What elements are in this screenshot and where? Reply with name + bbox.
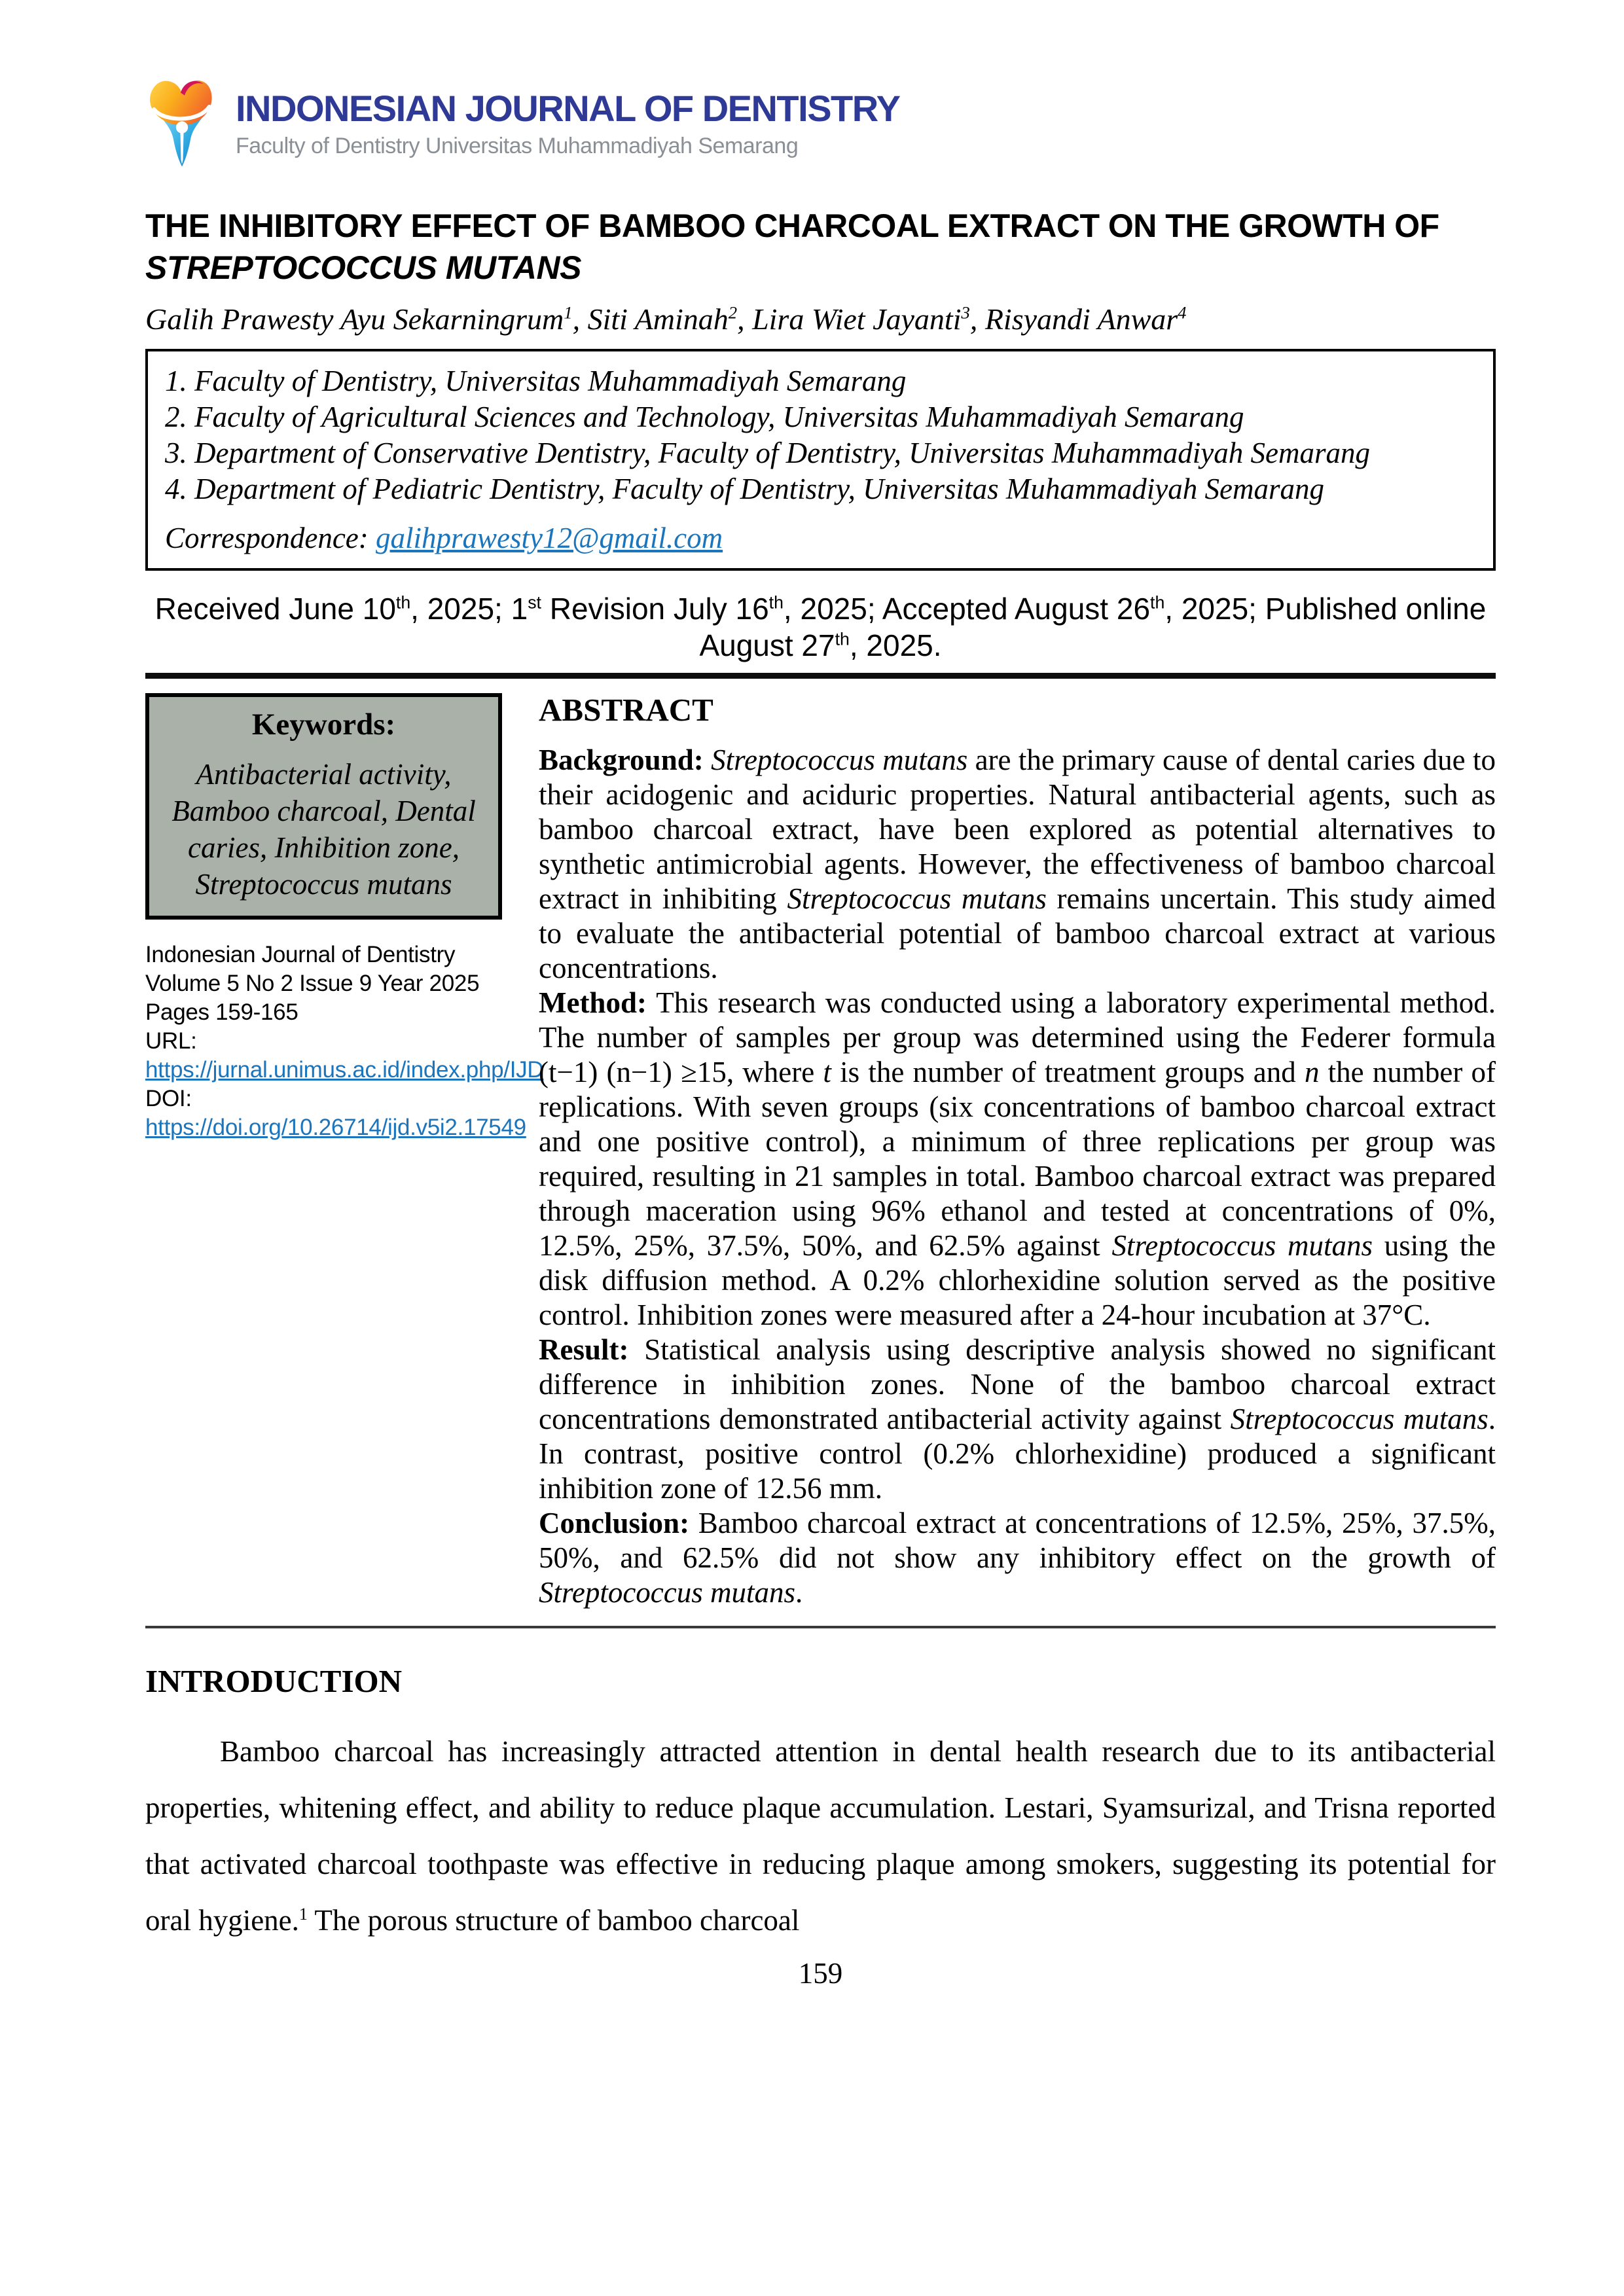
introduction-paragraph: Bamboo charcoal has increasingly attracted attention in dental health research due to its antibacterial properties, whitening effect, and ability to reduce plaque accumulation. Lestari, Syamsurizal, and Trisna reported that activated charcoal toothpaste was effective in reducing plaque among smokers, suggesting its potential for oral hygiene.$^1$ The porous structure of bamboo charcoal [145, 1735, 1496, 1937]
abstract-section [145, 693, 1496, 1610]
affiliation-item: 1. Faculty of Dentistry, Universitas Muhammadiyah Semarang [165, 365, 907, 397]
received-dates [145, 590, 1496, 664]
page-number: 159 [798, 1957, 843, 1990]
affiliations-box [145, 349, 1496, 571]
journal-info-doi-line [145, 1085, 526, 1142]
affiliation-item: 4. Department of Pediatric Dentistry, Faculty of Dentistry, Universitas Muhammadiyah Semarang [165, 473, 1325, 505]
article-title [145, 205, 1496, 289]
journal-name: INDONESIAN JOURNAL OF DENTISTRY [236, 88, 900, 130]
keywords-box [145, 693, 502, 920]
journal-subtitle: Faculty of Dentistry Universitas Muhammadiyah Semarang [236, 133, 799, 158]
keywords-heading: Keywords: [251, 708, 396, 742]
journal-info-url-line [145, 1027, 544, 1085]
journal-info-name: Indonesian Journal of Dentistry [145, 942, 456, 967]
tooth-pen-logo-icon [145, 76, 219, 173]
masthead-text [236, 90, 899, 159]
abstract-background-paragraph: Background: Streptococcus mutans are the primary cause of dental caries due to their acidogenic and aciduric properties. Natural antibacterial agents, such as bamboo charcoal extract, have been explored as potential alternatives to synthetic antimicrobial agents. However, the effectiveness of bamboo charcoal extract in inhibiting Streptococcus mutans remains uncertain. This study aimed to evaluate the antibacterial potential of bamboo charcoal extract at various concentrations. [539, 744, 1496, 984]
doi-label: DOI: [145, 1086, 192, 1111]
left-column [145, 693, 544, 1610]
correspondence-line [165, 520, 1476, 556]
header-rule [145, 673, 1496, 679]
authors-line: Galih Prawesty Ayu Sekarningrum$^1$, Siti Aminah$^2$, Lira Wiet Jayanti$^3$, Risyandi Anwar$^4$ [145, 302, 1187, 336]
received-line: Received June 10th, 2025; 1st Revision July 16th, 2025; Accepted August 26th, 2025; Published online [154, 592, 1487, 626]
keywords-list: Antibacterial activity, Bamboo charcoal, Dental caries, Inhibition zone, Streptococcus mutans [171, 758, 476, 901]
introduction-heading: INTRODUCTION [145, 1663, 403, 1699]
abstract-result-paragraph: Result: Statistical analysis using descriptive analysis showed no significant difference in inhibition zones. None of the bamboo charcoal extract concentrations demonstrated antibacterial activity against Streptococcus mutans. In contrast, positive control (0.2% chlorhexidine) produced a significant inhibition zone of 12.56 mm. [539, 1333, 1496, 1505]
article-title-line2: STREPTOCOCCUS MUTANS [145, 249, 581, 286]
correspondence-label: Correspondence: [165, 522, 376, 554]
journal-info-volume: Volume 5 No 2 Issue 9 Year 2025 Pages 159-165 [145, 971, 480, 1025]
journal-doi-link[interactable]: https://doi.org/10.26714/ijd.v5i2.17549 [145, 1115, 526, 1140]
correspondence-email-link[interactable]: galihprawesty12@gmail.com [376, 522, 723, 554]
received-line: August 27th, 2025. [699, 628, 942, 662]
affiliation-item: 3. Department of Conservative Dentistry, Faculty of Dentistry, Universitas Muhammadiyah Semarang [165, 437, 1371, 469]
abstract-body [539, 743, 1496, 1610]
url-label: URL: [145, 1028, 197, 1054]
journal-info-block [145, 941, 544, 1142]
abstract-conclusion-paragraph: Conclusion: Bamboo charcoal extract at concentrations of 12.5%, 25%, 37.5%, 50%, and 62.5% did not show any inhibitory effect on the growth of Streptococcus mutans. [539, 1507, 1496, 1609]
abstract-heading: ABSTRACT [539, 692, 713, 728]
affiliation-item: 2. Faculty of Agricultural Sciences and Technology, Universitas Muhammadiyah Semarang [165, 401, 1244, 433]
journal-masthead [145, 75, 1496, 173]
journal-url-link[interactable]: https://jurnal.unimus.ac.id/index.php/IJD [145, 1057, 544, 1083]
section-divider [145, 1626, 1496, 1628]
article-title-line1: THE INHIBITORY EFFECT OF BAMBOO CHARCOAL EXTRACT ON THE GROWTH OF [145, 207, 1439, 244]
abstract-column [539, 693, 1496, 1610]
abstract-method-paragraph: Method: This research was conducted using a laboratory experimental method. The number of samples per group was determined using the Federer formula (t−1) (n−1) ≥15, where t is the number of treatment groups and n the number of replications. With seven groups (six concentrations of bamboo charcoal extract and one positive control), a minimum of three replications per group was required, resulting in 21 samples in total. Bamboo charcoal extract was prepared through maceration using 96% ethanol and tested at concentrations of 0%, 12.5%, 25%, 37.5%, 50%, and 62.5% against Streptococcus mutans using the disk diffusion method. A 0.2% chlorhexidine solution served as the positive control. Inhibition zones were measured after a 24-hour incubation at 37°C. [539, 986, 1496, 1331]
